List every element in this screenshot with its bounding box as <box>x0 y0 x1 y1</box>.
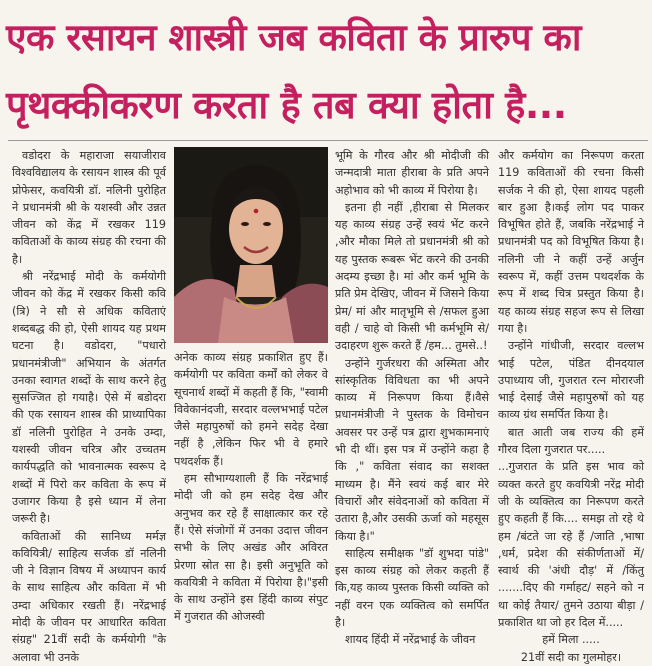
headline-line-2: पृथक्कीकरण करता है तब क्या होता है... <box>6 83 567 127</box>
headline-line-1: एक रसायन शास्त्री जब कविता के प्रारुप का <box>6 16 581 59</box>
poem-line: हमें मिला ..... <box>542 633 600 647</box>
article-column-2 <box>174 349 328 624</box>
divider <box>8 140 648 141</box>
paragraph: वडोदरा के महाराजा सयाजीराव विश्वविद्यालय के रसायन शास्त्र की पूर्व प्रोफेसर, कवयित्री डॉ. नलिनी पुरोहित ने प्रधानमंत्री श्री के यशस्वी और उन्नत जीवन को केंद्र में रखकर 119 कविताओं के काव्य संग्रह की रचना की है। <box>12 149 166 266</box>
article-column-4 <box>498 147 644 664</box>
paragraph: और कर्मयोग का निरूपण करता 119 कविताओं की रचना किसी सर्जक ने की हो, ऐसा शायद पहली बार हुआ है।कई लोग पद पाकर विभूषित होते हैं, जबकि नरेंद्रभाई ने प्रधानमंत्री पद को विभूषित किया है। नलिनी जी ने कहीं उन्हें अर्जुन स्वरूप में, कहीं उत्तम पथदर्शक के रूप में शब्द चित्र प्रस्तुत किया है। यह काव्य संग्रह सहज रूप से लिखा गया है। <box>498 149 644 335</box>
poem-line: 21वीं सदी का गुलमोहर। <box>520 650 622 664</box>
paragraph: बात आती जब राज्य की हमें गौरव दिला गुजरात पर..... <box>498 425 644 457</box>
paragraph: उन्होंने गांधीजी, सरदार वल्लभ भाई पटेल, पंडित दीनदयाल उपाध्याय जी, गुजरात रत्न मोरारजी भाई देसाई जैसे महापुरुषों को यह काव्य ग्रंथ समर्पित किया है। <box>498 339 644 422</box>
paragraph: उन्होंने गुर्जरधरा की अस्मिता और सांस्कृतिक विविधता का भी अपने काव्य में निरूपण किया हैं।वैसे प्रधानमंत्रीजी ने पुस्तक के विमोचन अवसर पर उन्हें पत्र द्वारा शुभकामनाएं भी दी थीं। इस पत्र में उन्होंने कहा है कि ," कविता संवाद का सशक्त माध्यम है। मैंने स्वयं कई बार मेरे विचारों और संवेदनाओं को कविता में उतारा है,और उसकी ऊर्जा को महसूस किया है।" <box>335 356 489 543</box>
article-column-3 <box>335 147 489 647</box>
poem-paragraph: ...गुजरात के प्रति इस भाव को व्यक्त करते हुए कवयित्री नरेंद्र मोदी जी के व्यक्तित्व का निरूपण करते हुए कहती हैं कि.... समझ तो रहे थे हम /बंटते जा रहे हैं /जाति ,भाषा ,धर्म, प्रदेश की संकीर्णताओं में/ स्वार्थ की 'अंधी दौड़' में /किंतु .......दिए की गर्माहट/ सहने को न था कोई तैयार/ तुमने उठाया बीड़ा /प्रकाशित था जो हर दिल में..... <box>498 460 644 630</box>
paragraph: इतना ही नहीं ,हीराबा से मिलकर यह काव्य संग्रह उन्हें स्वयं भेंट करने ,और मौका मिले तो प्रधानमंत्री श्री को यह पुस्तक रूबरू भेंट करने की उनकी अदम्य इच्छा है। मां और कर्म भूमि के प्रति प्रेम देखिए, जीवन में जिसने किया प्रेम/ मां और मातृभूमि से /सफल हुआ वही / चाहे वो किसी भी कर्मभूमि से/ उदाहरण शुरू करते हैं /हम... तुमसे..! <box>335 200 489 353</box>
paragraph: हम सौभाग्यशाली हैं कि नरेंद्रभाई मोदी जी को हम सदेह देख और अनुभव कर रहे हैं साक्षात्कार कर रहे हैं। ऐसे संजोगों में उनका उदात्त जीवन सभी के लिए अखंड और अविरत प्रेरणा स्रोत सा है। इसी अनुभूति को कवयित्री ने कविता में पिरोया है।"इसी के साथ उन्होंने इस हिंदी काव्य संपुट में गुजरात की ओजस्वी <box>174 472 328 624</box>
paragraph: श्री नरेंद्रभाई मोदी के कर्मयोगी जीवन को केंद्र में रखकर किसी कवि (त्रि) ने सौ से अधिक कविताएं शब्दबद्ध की हो, ऐसी शायद यह प्रथम घटना है। वडोदरा, "पधारो प्रधानमंत्रीजी" अभियान के अंतर्गत उनका स्वागत शब्दों के साथ करने हेतु सुसज्जित हो गयाहै। ऐसे में बडोदरा की एक रसायन शास्त्र की प्राध्यापिका डॉ नलिनी पुरोहित ने उनके उम्दा, यशस्वी जीवन चरित्र और उच्चतम कार्यपद्धति को भावनात्मक स्वरूप दे शब्दों में पिरो कर कविता के रूप में उजागर किया है इसे ध्यान में लेना जरूरी है। <box>12 270 166 526</box>
paragraph: साहित्य समीक्षक "डॉ शुभदा पांडे" इस काव्य संग्रह को लेकर कहती हैं कि,यह काव्य पुस्तक किसी व्यक्ति को नहीं वरन एक व्यक्तित्व को समर्पित है। <box>335 546 489 630</box>
article-column-1 <box>12 147 166 664</box>
paragraph: कविताओं की सानिध्य मर्मज्ञ कवियित्री/ साहित्य सर्जक डॉ नलिनी जी ने विज्ञान विषय में अध्यापन कार्य के साथ साहित्य और कविता में भी उम्दा अधिकार रखती हैं। नरेंद्रभाई मोदी के जीवन पर आधारित कविता संग्रह" 21वीं सदी के कर्मयोगी "के अलावा भी उनके <box>12 529 166 664</box>
paragraph: अनेक काव्य संग्रह प्रकाशित हुए हैं। कर्मयोगी पर कविता कर्मों को लेकर वे सूचनार्थ शब्दों में कहती हैं कि, "स्वामी विवेकानंदजी, सरदार वल्लभभाई पटेल जैसे महापुरुषों को हमने सदेह देखा नहीं है ,लेकिन फिर भी वे हमारे पथदर्शक हैं। <box>174 351 328 468</box>
author-photo <box>174 147 328 343</box>
paragraph: भूमि के गौरव और श्री मोदीजी की जन्मदात्री माता हीराबा के प्रति अपने अहोभाव को भी काव्य में पिरोया है। <box>335 149 489 197</box>
paragraph: शायद हिंदी में नरेंद्रभाई के जीवन <box>345 633 476 647</box>
portrait-illustration <box>174 147 328 343</box>
